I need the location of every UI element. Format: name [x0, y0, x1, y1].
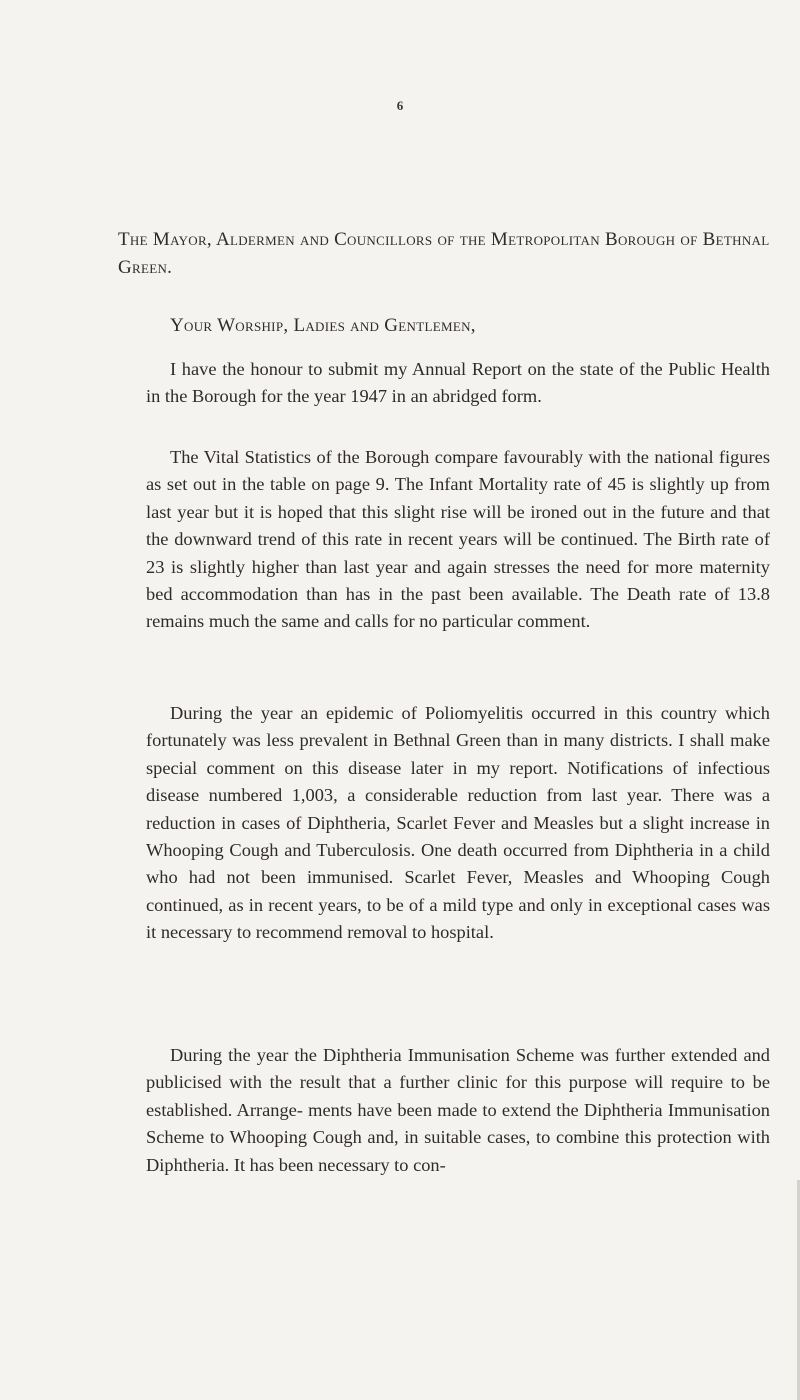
- page-number: 6: [396, 98, 404, 113]
- letter-salutation: Your Worship, Ladies and Gentlemen,: [170, 315, 476, 336]
- paragraph-vital-statistics: The Vital Statistics of the Borough compare favourably with the national figures as set out in the table on page 9. The Infant Mortality rate of 45 is slightly up from last year but it is hoped that this slight rise will be ironed out in the future and that the downward trend of this rate in recent years will be continued. The Birth rate of 23 is slightly higher than last year and again stresses the need for more maternity bed accommodation than has in the past been available. The Death rate of 13.8 remains much the same and calls for no particular comment.: [146, 447, 770, 632]
- paragraph-immunisation: During the year the Diphtheria Immunisation Scheme was further extended and publicised with the result that a further clinic for this purpose will require to be established. Arrange- ments have been made to extend the Diphtheria Immunisation Scheme to Whooping Cough and, in suitable cases, to combine this protection with Diphtheria. It has been necessary to con-: [146, 1045, 770, 1175]
- letter-address: The Mayor, Aldermen and Councillors of the Metropolitan Borough of Bethnal Green.: [118, 229, 770, 278]
- paragraph-introduction: I have the honour to submit my Annual Report on the state of the Public Health in the Borough for the year 1947 in an abridged form.: [146, 359, 770, 407]
- paragraph-infectious-disease: During the year an epidemic of Poliomyelitis occurred in this country which fortunately was less prevalent in Bethnal Green than in many districts. I shall make special comment on this disease later in my report. Notifications of infectious disease numbered 1,003, a considerable reduction from last year. There was a reduction in cases of Diphtheria, Scarlet Fever and Measles but a slight increase in Whooping Cough and Tuberculosis. One death occurred from Diphtheria in a child who had not been immunised. Scarlet Fever, Measles and Whooping Cough continued, as in recent years, to be of a mild type and only in exceptional cases was it necessary to recommend removal to hospital.: [146, 703, 770, 943]
